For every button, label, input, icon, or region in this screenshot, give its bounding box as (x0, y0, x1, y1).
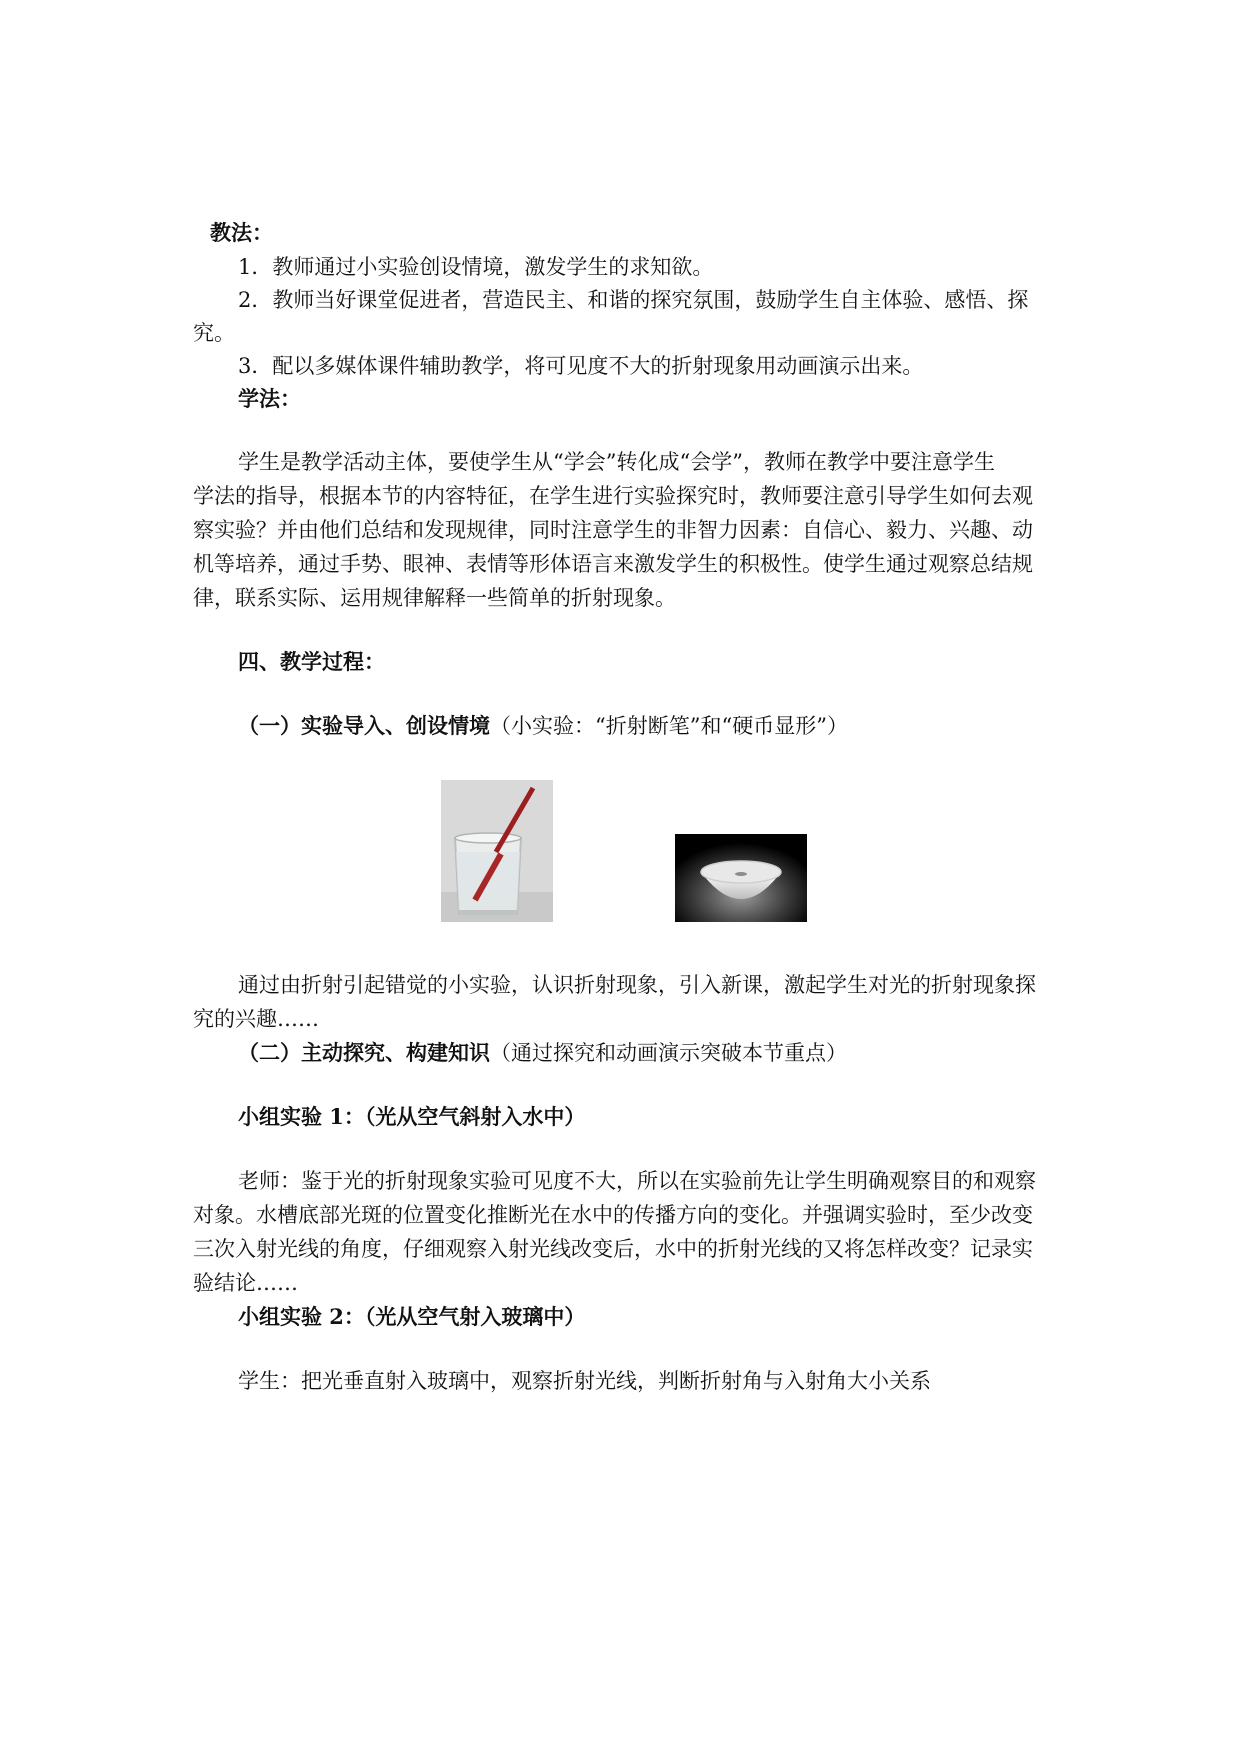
teaching-method-item: 2．教师当好课堂促进者，营造民主、和谐的探究氛围，鼓励学生自主体验、感悟、探 (238, 288, 1029, 312)
part1-title-bold: （一）实验导入、创设情境 (238, 713, 490, 738)
part1-title (238, 709, 848, 743)
teaching-method-item: 3．配以多媒体课件辅助教学，将可见度不大的折射现象用动画演示出来。 (238, 354, 924, 378)
glass-pencil-image (441, 780, 553, 922)
experiment-1-line: 验结论…… (193, 1271, 298, 1295)
part1-title-note: （小实验：“折射断笔”和“硬币显形”） (490, 714, 848, 738)
part1-line: 通过由折射引起错觉的小实验，认识折射现象，引入新课，激起学生对光的折射现象探 (238, 973, 1036, 997)
learning-method-heading: 学法： (238, 386, 301, 411)
experiment-1-line: 三次入射光线的角度，仔细观察入射光线改变后，水中的折射光线的又将怎样改变？记录实 (193, 1237, 1033, 1261)
bowl-image (675, 834, 807, 922)
learning-method-line: 察实验？并由他们总结和发现规律，同时注意学生的非智力因素：自信心、毅力、兴趣、动 (193, 518, 1033, 542)
coin-bowl-photo (675, 834, 807, 922)
part2-title-note: （通过探究和动画演示突破本节重点） (490, 1041, 847, 1065)
experiment-1-heading: 小组实验 1：（光从空气斜射入水中） (238, 1104, 586, 1129)
teaching-method-item: 究。 (193, 321, 235, 345)
learning-method-line: 学生是教学活动主体，要使学生从“学会”转化成“会学”，教师在教学中要注意学生 (238, 450, 995, 474)
part2-title (238, 1036, 847, 1070)
teaching-method-heading: 教法： (210, 220, 273, 245)
experiment-2-line: 学生：把光垂直射入玻璃中，观察折射光线，判断折射角与入射角大小关系 (238, 1369, 931, 1393)
experiment-2-heading: 小组实验 2：（光从空气射入玻璃中） (238, 1304, 586, 1329)
experiment-1-line: 老师：鉴于光的折射现象实验可见度不大，所以在实验前先让学生明确观察目的和观察 (238, 1169, 1036, 1193)
experiment-1-line: 对象。水槽底部光斑的位置变化推断光在水中的传播方向的变化。并强调实验时，至少改变 (193, 1203, 1033, 1227)
process-heading: 四、教学过程： (238, 649, 385, 674)
learning-method-line: 机等培养，通过手势、眼神、表情等形体语言来激发学生的积极性。使学生通过观察总结规 (193, 552, 1033, 576)
part1-line: 究的兴趣…… (193, 1007, 319, 1031)
refraction-pencil-photo (441, 780, 553, 922)
part2-title-bold: （二）主动探究、构建知识 (238, 1040, 490, 1065)
learning-method-line: 学法的指导，根据本节的内容特征，在学生进行实验探究时，教师要注意引导学生如何去观 (193, 484, 1033, 508)
learning-method-line: 律，联系实际、运用规律解释一些简单的折射现象。 (193, 586, 676, 610)
teaching-method-item: 1．教师通过小实验创设情境，激发学生的求知欲。 (238, 255, 714, 279)
